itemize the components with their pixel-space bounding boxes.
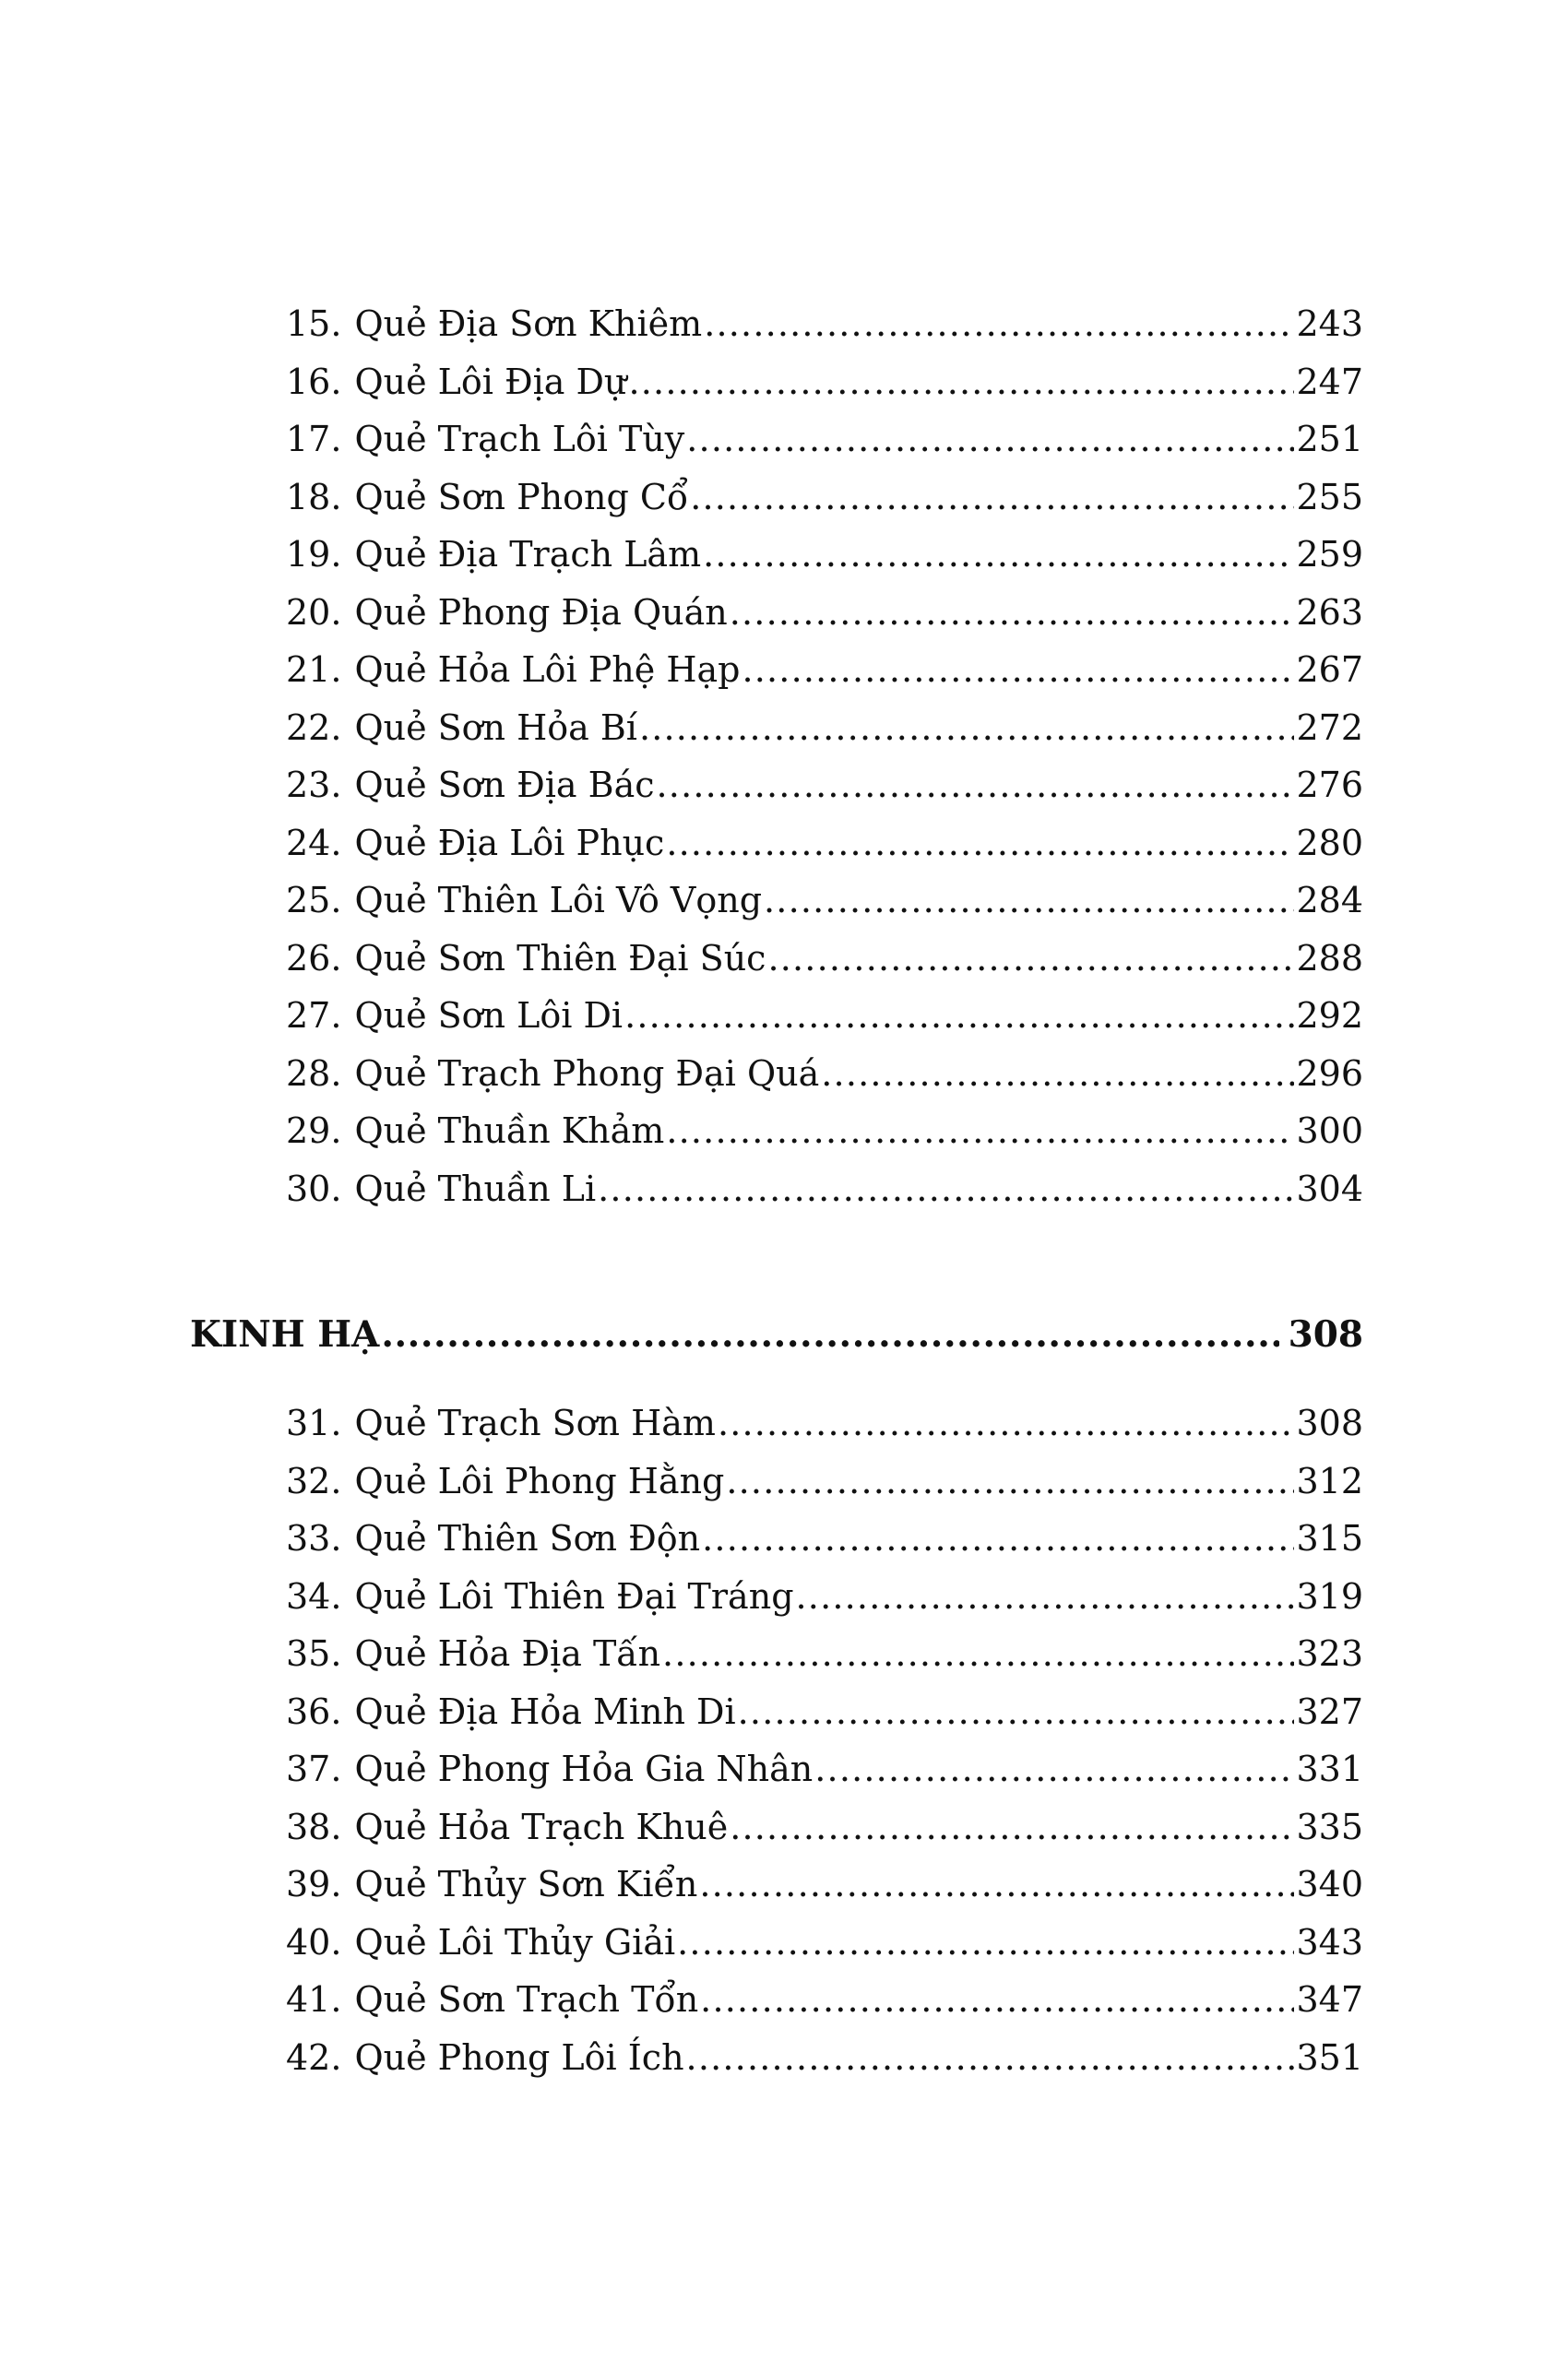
dot-leader [699,1856,1294,1914]
dot-leader [730,1798,1294,1857]
toc-entry-title: Quẻ Trạch Phong Đại Quá [354,1052,820,1094]
toc-entry-page: 343 [1296,1921,1363,1963]
toc-entry-page: 255 [1296,476,1363,517]
toc-entry-page: 263 [1296,591,1363,633]
toc-entry-number: 20. [286,591,342,633]
toc-entry-title: Quẻ Lôi Địa Dự [354,361,627,402]
toc-entry-number: 42. [286,2036,342,2078]
toc-entry-page: 347 [1296,1979,1363,2020]
toc-entry-page: 280 [1296,822,1363,863]
toc-entry-page: 335 [1296,1806,1363,1847]
toc-entry [286,1160,1363,1218]
toc-entry [286,295,1363,353]
dot-leader [657,756,1295,814]
toc-entry-number: 17. [286,419,342,459]
toc-entry [286,1394,1363,1453]
toc-entry-page: 243 [1296,303,1363,344]
dot-leader [702,1510,1294,1568]
toc-entry-title: Quẻ Phong Lôi Ích [354,2036,684,2078]
toc-entry-number: 40. [286,1921,342,1963]
dot-leader [662,1625,1294,1683]
section-heading-page: 308 [1288,1313,1363,1356]
toc-entry [286,1683,1363,1741]
toc-entry-number: 16. [286,361,342,402]
toc-entry-number: 15. [286,303,342,344]
toc-entry [286,1453,1363,1511]
dot-leader [764,872,1294,930]
toc-entry-title: Quẻ Lôi Thiên Đại Tráng [354,1575,794,1617]
toc-entry-page: 284 [1296,880,1363,920]
section-heading-title: KINH HẠ [190,1313,380,1356]
dot-leader [814,1740,1294,1798]
toc-entry-page: 259 [1296,534,1363,575]
toc-entry-number: 29. [286,1110,342,1151]
toc-entry-page: 331 [1296,1749,1363,1789]
toc-entry-number: 36. [286,1691,342,1732]
toc-entry-title: Quẻ Phong Hỏa Gia Nhân [354,1749,814,1789]
toc-entry-title: Quẻ Hỏa Địa Tấn [354,1633,661,1674]
dot-leader [704,295,1294,353]
toc-entry-title: Quẻ Sơn Trạch Tổn [354,1979,699,2020]
dot-leader [624,987,1294,1045]
toc-entry-number: 18. [286,476,342,517]
toc-list-kinh-thuong-continued [286,295,1363,1217]
toc-entry-title: Quẻ Địa Trạch Lâm [354,534,702,575]
toc-entry [286,1045,1363,1103]
toc-entry [286,1971,1363,2029]
toc-entry-title: Quẻ Sơn Thiên Đại Súc [354,937,766,979]
toc-entry [286,526,1363,584]
toc-entry-page: 288 [1296,937,1363,979]
toc-entry-title: Quẻ Thiên Sơn Độn [354,1518,701,1559]
dot-leader [703,526,1294,584]
toc-entry-title: Quẻ Thuần Li [354,1168,597,1209]
toc-entry-title: Quẻ Thiên Lôi Vô Vọng [354,880,763,920]
toc-list-kinh-ha [286,1394,1363,2086]
toc-entry [286,987,1363,1045]
toc-entry-page: 319 [1296,1575,1363,1617]
toc-entry-title: Quẻ Hỏa Trạch Khuê [354,1806,729,1847]
toc-entry [286,1102,1363,1160]
toc-entry-title: Quẻ Sơn Lôi Di [354,995,624,1036]
toc-entry-number: 41. [286,1979,342,2020]
toc-entry [286,1856,1363,1914]
toc-entry-title: Quẻ Sơn Hỏa Bí [354,706,637,748]
toc-entry-page: 304 [1296,1168,1363,1209]
toc-entry [286,584,1363,642]
dot-leader [677,1914,1294,1972]
toc-entry-title: Quẻ Địa Hỏa Minh Di [354,1691,736,1732]
toc-entry-title: Quẻ Phong Địa Quán [354,591,728,633]
toc-entry-page: 292 [1296,995,1363,1036]
toc-entry [286,1798,1363,1857]
toc-entry-page: 323 [1296,1633,1363,1674]
toc-entry-title: Quẻ Sơn Địa Bác [354,765,655,805]
toc-entry-number: 23. [286,765,342,805]
toc-entry-title: Quẻ Trạch Lôi Tùy [354,419,685,459]
toc-entry-title: Quẻ Thủy Sơn Kiển [354,1864,698,1904]
toc-entry-page: 315 [1296,1518,1363,1559]
toc-entry-number: 39. [286,1864,342,1904]
toc-entry [286,1914,1363,1972]
toc-entry [286,930,1363,988]
toc-entry-number: 19. [286,534,342,575]
dot-leader [666,1102,1294,1160]
toc-entry-number: 21. [286,649,342,690]
toc-entry [286,410,1363,469]
toc-entry-page: 272 [1296,706,1363,748]
toc-entry-number: 27. [286,995,342,1036]
toc-entry [286,872,1363,930]
toc-entry-title: Quẻ Địa Sơn Khiêm [354,303,703,344]
toc-entry [286,699,1363,757]
dot-leader [598,1160,1294,1218]
toc-entry-page: 247 [1296,361,1363,402]
toc-entry [286,814,1363,872]
toc-entry [286,1510,1363,1568]
dot-leader [700,1971,1294,2029]
toc-entry-page: 296 [1296,1052,1363,1094]
toc-entry [286,1568,1363,1626]
toc-entry-title: Quẻ Thuần Khảm [354,1110,665,1151]
toc-entry [286,2029,1363,2087]
dot-leader [639,699,1295,757]
toc-entry-number: 31. [286,1403,342,1443]
toc-entry-number: 30. [286,1168,342,1209]
toc-entry [286,353,1363,411]
toc-entry-page: 276 [1296,765,1363,805]
toc-entry-number: 37. [286,1749,342,1789]
dot-leader [686,410,1294,469]
toc-entry-number: 24. [286,822,342,863]
dot-leader [381,1304,1278,1365]
toc-entry-number: 28. [286,1052,342,1094]
dot-leader [628,353,1294,411]
toc-entry-number: 25. [286,880,342,920]
dot-leader [726,1453,1294,1511]
toc-entry-page: 312 [1296,1460,1363,1501]
toc-entry-page: 340 [1296,1864,1363,1904]
dot-leader [767,930,1294,988]
toc-entry-page: 300 [1296,1110,1363,1151]
dot-leader [730,584,1295,642]
toc-entry-title: Quẻ Địa Lôi Phục [354,822,665,863]
toc-entry-number: 32. [286,1460,342,1501]
toc-entry-page: 327 [1296,1691,1363,1732]
toc-entry-title: Quẻ Sơn Phong Cổ [354,476,689,517]
dot-leader [742,641,1294,699]
dot-leader [738,1683,1295,1741]
toc-entry [286,641,1363,699]
dot-leader [690,469,1294,527]
toc-entry [286,1740,1363,1798]
toc-entry-number: 35. [286,1633,342,1674]
toc-entry-title: Quẻ Lôi Thủy Giải [354,1921,676,1963]
toc-entry-page: 308 [1296,1403,1363,1443]
toc-entry-number: 26. [286,937,342,979]
toc-entry-page: 351 [1296,2036,1363,2078]
dot-leader [718,1394,1295,1453]
dot-leader [821,1045,1294,1103]
toc-entry-title: Quẻ Trạch Sơn Hàm [354,1403,716,1443]
toc-entry-page: 251 [1296,419,1363,459]
toc-entry-number: 34. [286,1575,342,1617]
toc-entry [286,1625,1363,1683]
toc-entry-number: 22. [286,706,342,748]
toc-entry-page: 267 [1296,649,1363,690]
dot-leader [686,2029,1295,2087]
toc-entry [286,756,1363,814]
toc-entry-title: Quẻ Lôi Phong Hằng [354,1460,725,1501]
toc-entry-number: 38. [286,1806,342,1847]
toc-entry [286,469,1363,527]
toc-entry-number: 33. [286,1518,342,1559]
section-heading-kinh-ha [190,1304,1363,1365]
dot-leader [666,814,1294,872]
dot-leader [796,1568,1295,1626]
toc-entry-title: Quẻ Hỏa Lôi Phệ Hạp [354,649,741,690]
